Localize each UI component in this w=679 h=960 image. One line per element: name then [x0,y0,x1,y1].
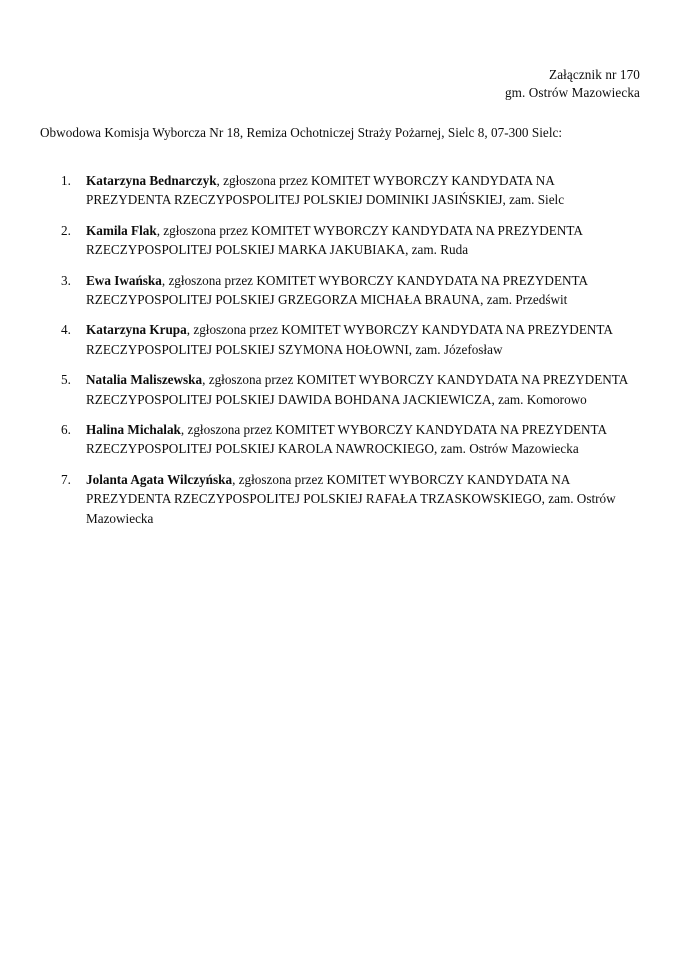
municipality-name: gm. Ostrów Mazowiecka [504,85,640,100]
member-index: 4. [61,322,71,338]
member-name: Katarzyna Bednarczyk [86,173,217,188]
member-name: Halina Michalak [86,422,181,438]
member-list [40,171,640,528]
member-nomination-text: , zgłoszona przez KOMITET WYBORCZY KANDYDATA NA PREZYDENTA RZECZYPOSPOLITEJ POLSKIEJ SZYMONA HOŁOWNI, zam. Józefosław [86,322,613,357]
member-index: 2. [61,222,71,238]
member-list-item [40,470,640,528]
member-name: Ewa Iwańska [86,272,162,288]
document-header [505,66,640,102]
member-list-item [40,370,640,409]
member-nomination-text: , zgłoszona przez KOMITET WYBORCZY KANDYDATA NA PREZYDENTA RZECZYPOSPOLITEJ POLSKIEJ MARKA JAKUBIAKA, zam. Ruda [86,222,583,258]
member-index: 3. [61,272,71,288]
member-nomination-text: , zgłoszona przez KOMITET WYBORCZY KANDYDATA NA PREZYDENTA RZECZYPOSPOLITEJ POLSKIEJ RAFAŁA TRZASKOWSKIEGO, zam. Ostrów Mazowiecka [86,471,616,526]
member-nomination-text: , zgłoszona przez KOMITET WYBORCZY KANDYDATA NA PREZYDENTA RZECZYPOSPOLITEJ POLSKIEJ DOMINIKI JASIŃSKIEJ, zam. Sielc [86,173,565,208]
member-name: Natalia Maliszewska [86,372,203,388]
member-list-item [40,221,640,260]
member-list-item [40,171,640,210]
member-name: Kamila Flak [86,222,157,238]
member-list-item [40,320,640,359]
member-index: 6. [61,422,71,438]
member-nomination-text: , zgłoszona przez KOMITET WYBORCZY KANDYDATA NA PREZYDENTA RZECZYPOSPOLITEJ POLSKIEJ GRZEGORZA MICHAŁA BRAUNA, zam. Przedświt [86,272,588,308]
member-name: Katarzyna Krupa [86,322,187,338]
member-name: Jolanta Agata Wilczyńska [86,471,233,487]
member-list-item [40,420,640,459]
member-list-item [40,271,640,310]
annex-number: Załącznik nr 170 [549,67,640,82]
member-index: 5. [61,372,71,388]
commission-heading: Obwodowa Komisja Wyborcza Nr 18, Remiza Ochotniczej Straży Pożarnej, Sielc 8, 07-300 Sielc: [40,125,563,140]
member-nomination-text: , zgłoszona przez KOMITET WYBORCZY KANDYDATA NA PREZYDENTA RZECZYPOSPOLITEJ POLSKIEJ DAWIDA BOHDANA JACKIEWICZA, zam. Komorowo [86,372,628,407]
member-index: 1. [61,173,71,188]
member-index: 7. [61,471,71,487]
member-nomination-text: , zgłoszona przez KOMITET WYBORCZY KANDYDATA NA PREZYDENTA RZECZYPOSPOLITEJ POLSKIEJ KAROLA NAWROCKIEGO, zam. Ostrów Mazowiecka [86,422,607,457]
